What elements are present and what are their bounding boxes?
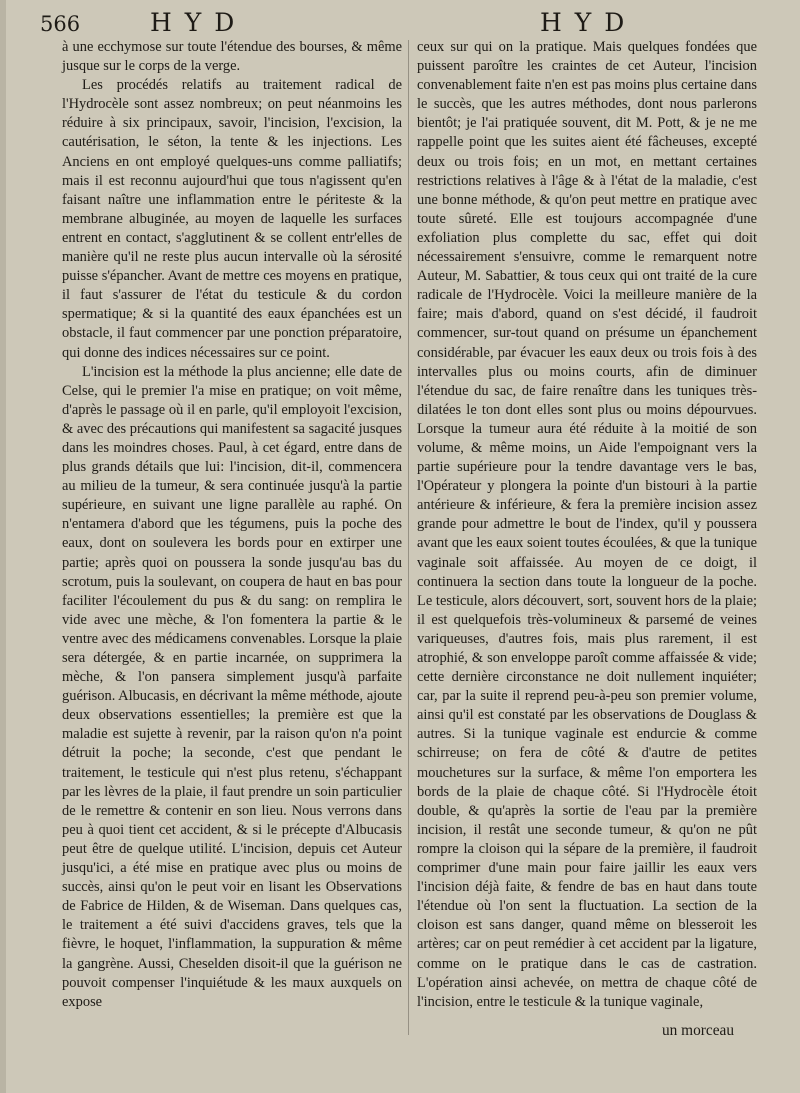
left-column (62, 38, 402, 1012)
column-divider (408, 40, 409, 1035)
paragraph-procedures: Les procédés relatifs au traitement radical de l'Hydrocèle sont assez nombreux; on peut néanmoins les réduire à six principaux, savoir, l'incision, l'excision, la cautérisation, le séton, la tente & les injections. Les Anciens en ont employé quelques-uns comme palliatifs; mais il est reconnu aujourd'hui que tous n'agissent qu'en faisant naître une inflammation entre le périteste & la membrane albuginée, au moyen de laquelle les surfaces entrent en contact, s'agglutinent & se collent entr'elles de manière qu'il ne reste plus aucun intervalle où la sérosité puisse s'épancher. Avant de mettre ces moyens en pratique, il faut s'assurer de l'état du testicule & du cordon spermatique; & si la quantité des eaux épanchées est un obstacle, il faut commencer par une ponction préparatoire, qui donne des indices nécessaires sur ce point. (62, 77, 402, 361)
page-header (0, 6, 800, 36)
paragraph-incision: L'incision est la méthode la plus ancienne; elle date de Celse, qui le premier l'a mise en pratique; on voit même, d'après le passage où il en parle, qu'il employoit l'excision, & avec des précautions qui manifestent sa sagacité jusques dans les moindres choses. Paul, à cet égard, entre dans de plus grands détails que lui: l'incision, dit-il, commencera au milieu de la tumeur, & sera continuée jusqu'à la partie supérieure, en suivant une ligne parallèle au raphé. On n'entamera d'abord que les tégumens, puis la poche des eaux, dont on soulevera les bords pour en extirper une partie; après quoi on poussera la sonde jusqu'au bas du scrotum, puis la soulevant, on coupera de haut en bas pour faciliter l'écoulement du pus & du sang: on remplira le vide avec une mèche, & l'on fomentera la partie & le ventre avec des médicamens convenables. Lorsque la plaie sera détergée, & en partie incarnée, on supprimera la mèche, & l'on pansera simplement jusqu'à parfaite guérison. Albucasis, en décrivant la même méthode, ajoute deux observations essentielles; la première est que la maladie est sujette à revenir, par la raison qu'on n'a point détruit la poche; la seconde, c'est que pendant le traitement, le testicule qui n'est plus retenu, s'échappant par les lèvres de la plaie, il faut prendre un soin particulier de le remettre & contenir en son lieu. Nous verrons dans peu à quoi tient cet accident, & si le précepte d'Albucasis peut être de quelque utilité. L'incision, depuis cet Auteur jusqu'ici, a été mise en pratique avec plus ou moins de succès, ainsi qu'on le peut voir en lisant les Observations de Fabrice de Hilden, & de Wiseman. Dans quelques cas, le traitement a été suivi d'accidens graves, tels que la fièvre, le hoquet, l'inflammation, la suppuration & même la gangrène. Aussi, Cheselden disoit-il que la guérison ne pouvoit compenser l'inquiétude & les maux auxquels on expose (62, 363, 402, 1010)
page-gutter-shadow (0, 0, 6, 1093)
right-column (417, 38, 757, 1012)
paragraph-right-continuation: ceux sur qui on la pratique. Mais quelques fondées que puissent paroître les craintes de cet Auteur, l'incision convenablement faite n'en est pas moins plus certaine dans le succès, que les autres méthodes, dont nous parlerons bientôt; je l'ai pratiquée souvent, dit M. Pott, & je ne me rappelle point que les suites aient été fâcheuses, excepté deux ou trois fois; en un mot, en mettant certaines restrictions relatives à l'âge & à l'état de la maladie, c'est une bonne méthode, & qu'on peut mettre en pratique avec toute sûreté. Elle est toujours accompagnée d'une exfoliation plus complette du sac, effet qui doit nécessairement s'ensuivre, comme le remarquent notre Auteur, M. Sabattier, & tous ceux qui ont traité de la cure radicale de l'Hydrocèle. Voici la meilleure manière de la faire; mais d'abord, quand on s'est décidé, il faudroit commencer, sur-tout quand on présume un épanchement considérable, par évacuer les eaux deux ou trois fois à des intervalles plus ou moins courts, afin de diminuer l'étendue du sac, de faire renaître dans les tuniques très-dilatées le ton dont elles sont plus ou moins dépourvues. Lorsque la tumeur aura été réduite à la moitié de son volume, & même moins, un Aide l'empoignant vers la partie supérieure pour la tendre davantage vers le bas, l'Opérateur y plongera la pointe d'un bistouri à la partie antérieure & inférieure, & fera la première incision assez grande pour admettre le bout de l'index, qu'il y poussera avant que les eaux soient toutes écoulées, & que la tunique vaginale soit affaissée. Au moyen de ce doigt, il continuera la section dans toute la longueur de la poche. Le testicule, alors découvert, sort, souvent hors de la plaie; il est quelquefois très-volumineux & parsemé de veines variqueuses, d'autres fois, mais plus rarement, il est atrophié, & son enveloppe paroît comme affaissée & vide; cette dernière circonstance ne doit nullement inquiéter; car, par la suite il reprend peu-à-peu son premier volume, ainsi qu'il est constaté par les observations de Douglass & autres. Si la tunique vaginale est endurcie & comme schirreuse; on fera de côté & d'autre de petites mouchetures sur la surface, & même l'on emportera les bords de la plaie de chaque côté. Si l'Hydrocèle étoit double, & qu'après la sortie de l'eau par la première incision, il restât une seconde tumeur, & qu'on ne pût rompre la cloison qui la sépare de la première, il faudroit comprimer d'une main pour faire jaillir les eaux vers l'incision déjà faite, & fendre de bas en haut dans toute l'étendue où l'on sent la fluctuation. La section de la cloison est sans danger, quand même on blesseroit les artères; car on peut remédier à cet accident par la ligature, comme on le pratique dans le cas de castration. L'opération ainsi achevée, on mettra de chaque côté de l'incision, entre le testicule & la tunique vaginale, (417, 39, 757, 1010)
running-head-right: HYD (540, 8, 638, 37)
page-number: 566 (40, 12, 81, 36)
catchword: un morceau (662, 1022, 734, 1039)
running-head-left: HYD (150, 8, 248, 37)
paragraph-continuation: à une ecchymose sur toute l'étendue des bourses, & même jusque sur le corps de la verge. (62, 39, 402, 75)
